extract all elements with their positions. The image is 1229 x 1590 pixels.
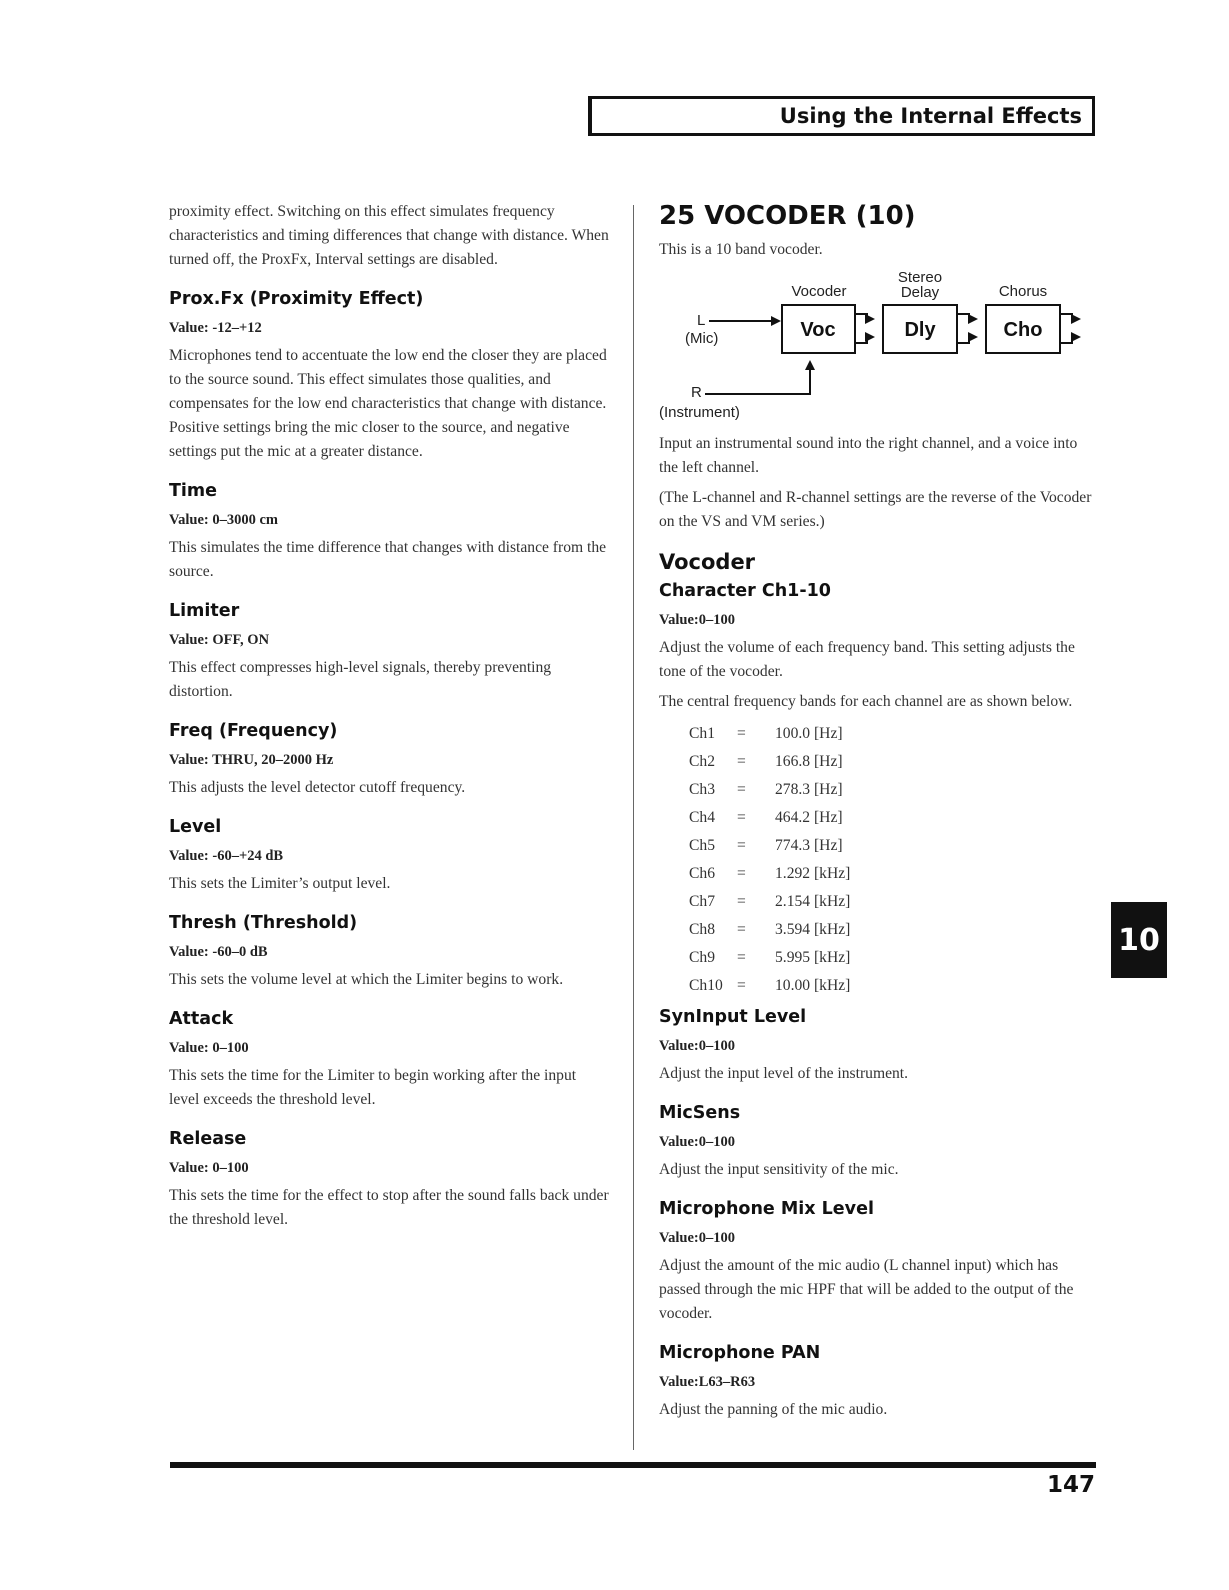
signal-flow-diagram [659, 270, 1099, 430]
input-l-label: L [697, 312, 706, 329]
param-heading-limiter: Limiter [169, 601, 240, 621]
table-row [659, 832, 850, 860]
param-description: This simulates the time difference that changes with distance from the source. [169, 539, 607, 580]
band-channel: Ch6 [689, 865, 715, 882]
input-r-label: R [691, 384, 702, 401]
param-description: Microphones tend to accentuate the low end the closer they are placed to the source sound. This effect simulates those qualities, and compensates for the low end characteristics that change with distance. Positive settings bring the mic closer to the source, and negative settings put the mic at a greater distance. [169, 347, 607, 460]
band-equals: = [737, 809, 746, 826]
effect-intro: This is a 10 band vocoder. [659, 241, 823, 258]
param-description: Adjust the panning of the mic audio. [659, 1401, 888, 1418]
param-heading-syninput-level: SynInput Level [659, 1007, 807, 1027]
band-frequency: 2.154 [kHz] [775, 893, 851, 910]
param-heading-attack: Attack [169, 1009, 234, 1029]
param-heading-thresh: Thresh (Threshold) [169, 913, 358, 933]
param-description: Adjust the amount of the mic audio (L channel input) which has passed through the mic HPF that will be added to the output of the vocoder. [659, 1257, 1074, 1322]
param-heading-mic-pan: Microphone PAN [659, 1343, 821, 1363]
param-heading-release: Release [169, 1129, 247, 1149]
param-value: Value: -60–+24 dB [169, 848, 284, 864]
band-channel: Ch5 [689, 837, 715, 854]
band-frequency: 10.00 [kHz] [775, 977, 851, 994]
param-value: Value: -60–0 dB [169, 944, 268, 960]
vocoder-heading: Vocoder [659, 550, 756, 574]
param-description-bands: The central frequency bands for each channel are as shown below. [659, 693, 1073, 710]
chapter-tab: 10 [1111, 902, 1167, 978]
band-equals: = [737, 837, 746, 854]
routing-paragraph: Input an instrumental sound into the right channel, and a voice into the left channel. [659, 435, 1078, 476]
param-value: Value:0–100 [659, 612, 735, 628]
param-description: This sets the Limiter’s output level. [169, 875, 391, 892]
param-description: This sets the volume level at which the Limiter begins to work. [169, 971, 564, 988]
block-cho-label: Cho [1003, 319, 1043, 341]
param-description: This sets the time for the Limiter to begin working after the input level exceeds the threshold level. [169, 1067, 577, 1108]
param-value: Value:0–100 [659, 1230, 735, 1246]
band-channel: Ch9 [689, 949, 715, 966]
param-heading-mic-mix-level: Microphone Mix Level [659, 1199, 874, 1219]
param-description: Adjust the input level of the instrument. [659, 1065, 909, 1082]
table-row [659, 888, 850, 916]
effect-title: 25 VOCODER (10) [659, 201, 916, 231]
band-frequency: 166.8 [Hz] [775, 753, 843, 770]
label-stereo: Stereo [897, 270, 943, 286]
table-row [659, 776, 850, 804]
band-channel: Ch7 [689, 893, 715, 910]
signal-flow-svg [659, 270, 1099, 430]
param-heading-level: Level [169, 817, 222, 837]
param-value: Value:L63–R63 [659, 1374, 756, 1390]
label-delay: Delay [900, 284, 940, 301]
band-channel: Ch1 [689, 725, 715, 742]
table-row [659, 972, 850, 1000]
band-channel: Ch10 [689, 977, 723, 994]
table-row [659, 804, 850, 832]
footer-rule [170, 1462, 1096, 1468]
param-value: Value: -12–+12 [169, 320, 262, 336]
param-heading-micsens: MicSens [659, 1103, 741, 1123]
band-frequency: 1.292 [kHz] [775, 865, 851, 882]
param-value: Value: THRU, 20–2000 Hz [169, 752, 334, 768]
param-value: Value:0–100 [659, 1134, 735, 1150]
label-chorus: Chorus [998, 283, 1048, 300]
column-divider [633, 205, 634, 1450]
band-frequency: 5.995 [kHz] [775, 949, 851, 966]
table-row [659, 720, 850, 748]
param-description: Adjust the volume of each frequency band. This setting adjusts the tone of the vocoder. [659, 639, 1075, 680]
param-description: This sets the time for the effect to stop after the sound falls back under the threshold level. [169, 1187, 609, 1228]
band-equals: = [737, 865, 746, 882]
band-channel: Ch4 [689, 809, 715, 826]
param-description: This adjusts the level detector cutoff frequency. [169, 779, 466, 796]
band-equals: = [737, 781, 746, 798]
band-channel: Ch3 [689, 781, 715, 798]
param-value: Value: 0–3000 cm [169, 512, 279, 528]
input-r-arrow [705, 362, 810, 394]
band-equals: = [737, 921, 746, 938]
param-value: Value:0–100 [659, 1038, 735, 1054]
table-row [659, 860, 850, 888]
param-value: Value: 0–100 [169, 1040, 249, 1056]
band-equals: = [737, 893, 746, 910]
param-heading-freq: Freq (Frequency) [169, 721, 338, 741]
page-number: 147 [1046, 1472, 1095, 1498]
band-frequency-table [659, 720, 850, 1000]
param-heading-character: Character Ch1-10 [659, 581, 831, 601]
band-equals: = [737, 949, 746, 966]
table-row [659, 916, 850, 944]
band-frequency: 278.3 [Hz] [775, 781, 843, 798]
label-vocoder: Vocoder [791, 283, 847, 300]
param-description: This effect compresses high-level signals, thereby preventing distortion. [169, 659, 552, 700]
table-row [659, 944, 850, 972]
band-equals: = [737, 977, 746, 994]
left-column [169, 200, 609, 1238]
band-equals: = [737, 753, 746, 770]
band-frequency: 100.0 [Hz] [775, 725, 843, 742]
routing-note: (The L-channel and R-channel settings are the reverse of the Vocoder on the VS and VM series.) [659, 489, 1092, 530]
param-heading-time: Time [169, 481, 218, 501]
param-heading-prox-fx: Prox.Fx (Proximity Effect) [169, 289, 424, 309]
intro-paragraph: proximity effect. Switching on this effect simulates frequency characteristics and timing differences that change with distance. When turned off, the ProxFx, Interval settings are disabled. [169, 203, 609, 268]
section-header [588, 96, 1095, 136]
input-r-sub: (Instrument) [659, 404, 740, 421]
table-row [659, 748, 850, 776]
input-l-sub: (Mic) [685, 330, 719, 347]
param-description: Adjust the input sensitivity of the mic. [659, 1161, 899, 1178]
band-frequency: 464.2 [Hz] [775, 809, 843, 826]
band-channel: Ch2 [689, 753, 715, 770]
right-column [659, 200, 1099, 1428]
band-equals: = [737, 725, 746, 742]
band-frequency: 3.594 [kHz] [775, 921, 851, 938]
param-value: Value: OFF, ON [169, 632, 270, 648]
band-channel: Ch8 [689, 921, 715, 938]
block-voc-label: Voc [800, 319, 836, 341]
param-value: Value: 0–100 [169, 1160, 249, 1176]
block-dly-label: Dly [904, 319, 936, 341]
band-frequency: 774.3 [Hz] [775, 837, 843, 854]
section-header-title: Using the Internal Effects [779, 104, 1082, 128]
